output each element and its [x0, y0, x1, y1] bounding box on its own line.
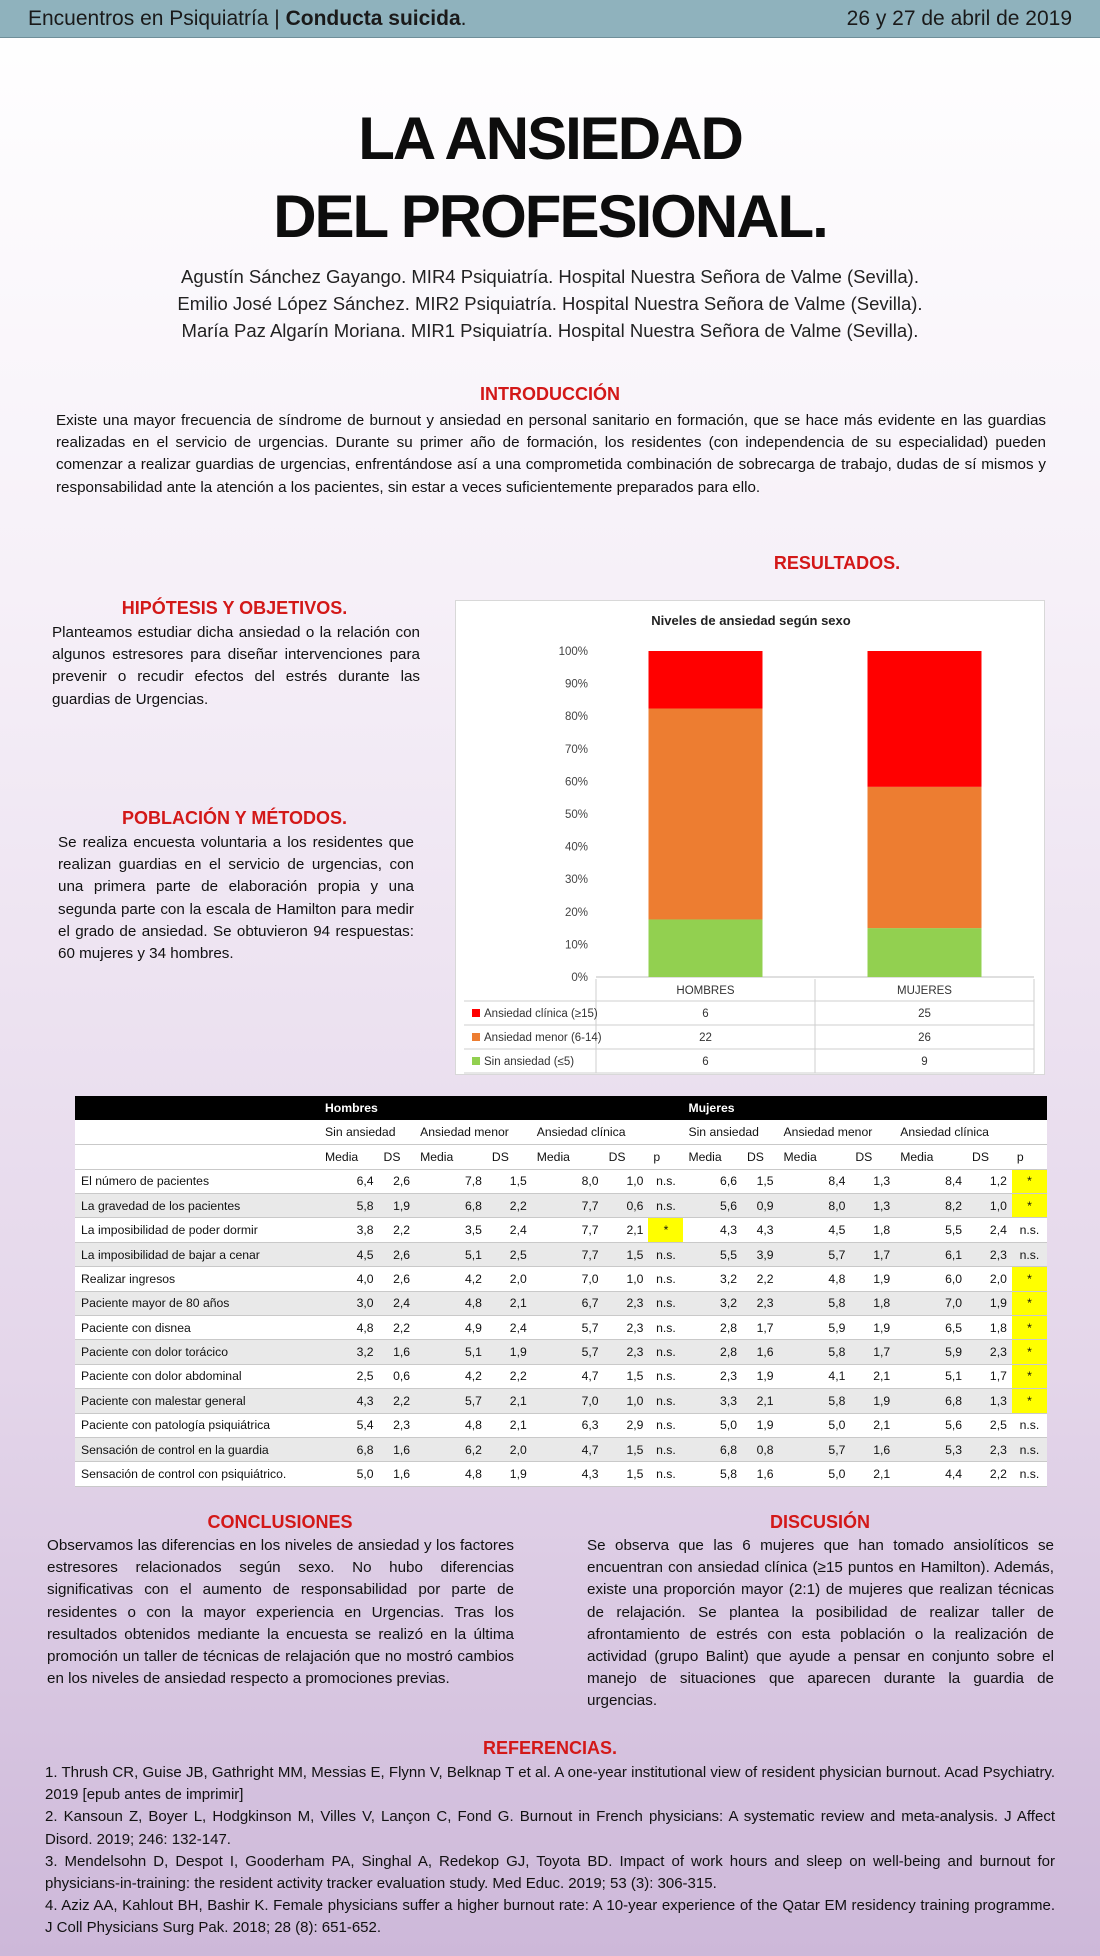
- cell-value: 2,2: [742, 1267, 779, 1291]
- results-title: RESULTADOS.: [773, 553, 901, 573]
- cell-value: 1,5: [604, 1364, 649, 1388]
- p-value: *: [648, 1218, 683, 1242]
- cell-value: 1,2: [967, 1169, 1012, 1193]
- cell-value: 2,1: [850, 1462, 895, 1486]
- cell-value: 4,0: [320, 1267, 379, 1291]
- table-row: [75, 1218, 1047, 1242]
- p-value: n.s.: [648, 1267, 683, 1291]
- anxiety-chart: [455, 600, 1045, 1075]
- methods-text: Se realiza encuesta voluntaria a los residentes que realizan guardias en el servicio de urgencias, con una primera parte de elaboración propia y una segunda parte con la escala de Hamilton para medir el grado de ansiedad. Se obtuvieron 94 respuestas: 60 mujeres y 34 hombres.: [58, 834, 414, 963]
- p-value: n.s.: [1012, 1242, 1047, 1266]
- table-row: [75, 1413, 1047, 1437]
- data-table-value: 22: [699, 1032, 712, 1044]
- bar-segment: [649, 651, 763, 709]
- cell-value: 1,6: [379, 1437, 416, 1461]
- title-line-1: LA ANSIEDAD: [358, 105, 742, 172]
- cell-value: 2,3: [967, 1340, 1012, 1364]
- bar-segment: [649, 709, 763, 920]
- poster-title: [0, 100, 1100, 256]
- bar-segment: [868, 651, 982, 787]
- cell-value: 2,2: [379, 1218, 416, 1242]
- col-header: DS: [487, 1145, 532, 1169]
- cell-value: 1,5: [604, 1462, 649, 1486]
- table-row: [75, 1462, 1047, 1486]
- cell-value: 4,3: [532, 1462, 604, 1486]
- cell-value: 2,3: [967, 1437, 1012, 1461]
- cell-value: 2,1: [487, 1389, 532, 1413]
- cell-value: 7,0: [895, 1291, 967, 1315]
- cell-value: 4,5: [320, 1242, 379, 1266]
- cell-value: 5,0: [683, 1413, 742, 1437]
- cell-value: 6,8: [895, 1389, 967, 1413]
- cell-value: 1,6: [379, 1340, 416, 1364]
- subgroup-label: Ansiedad clínica: [895, 1120, 1012, 1144]
- hypothesis-text: Planteamos estudiar dicha ansiedad o la relación con algunos estresores para diseñar intervenciones para prevenir o recudir efectos del estrés durante las guardias de Urgencias.: [52, 624, 420, 708]
- hypothesis-title: HIPÓTESIS Y OBJETIVOS.: [121, 598, 348, 618]
- p-value: n.s.: [648, 1389, 683, 1413]
- cell-value: 1,9: [850, 1316, 895, 1340]
- cell-value: 2,2: [487, 1364, 532, 1388]
- subgroup-label: Ansiedad clínica: [532, 1120, 649, 1144]
- cell-value: 5,0: [779, 1413, 851, 1437]
- cell-value: 5,9: [779, 1316, 851, 1340]
- col-header: Media: [415, 1145, 487, 1169]
- cell-value: 1,6: [742, 1462, 779, 1486]
- p-value: n.s.: [648, 1437, 683, 1461]
- cell-value: 5,5: [683, 1242, 742, 1266]
- cell-value: 6,8: [320, 1437, 379, 1461]
- cell-value: 5,8: [320, 1194, 379, 1218]
- cell-value: 1,8: [850, 1218, 895, 1242]
- col-header: Media: [779, 1145, 851, 1169]
- row-label: Sensación de control con psiquiátrico.: [75, 1462, 320, 1486]
- p-value: n.s.: [1012, 1437, 1047, 1461]
- cell-value: 2,6: [379, 1169, 416, 1193]
- cell-value: 2,1: [850, 1413, 895, 1437]
- cell-value: 8,4: [895, 1169, 967, 1193]
- cell-value: 2,0: [487, 1267, 532, 1291]
- cell-value: 1,0: [604, 1267, 649, 1291]
- p-value: n.s.: [648, 1194, 683, 1218]
- y-tick-label: 0%: [571, 972, 588, 984]
- cell-value: 6,5: [895, 1316, 967, 1340]
- col-header: Media: [532, 1145, 604, 1169]
- discussion-text: Se observa que las 6 mujeres que han tomado ansiolíticos se encuentran con ansiedad clínica (≥15 puntos en Hamilton). Además, existe una proporción mayor (2:1) de mujeres que realizan técnicas de relajación. Se plantea la posibilidad de realizar taller de afrontamiento de estrés con esta población o la realización de actividad (grupo Balint) que ayude a pensar en conjunto sobre el manejo de situaciones que aparecen durante la guardia de urgencias.: [587, 1537, 1054, 1710]
- header-event-period: .: [460, 6, 467, 30]
- subgroup-label: Ansiedad menor: [415, 1120, 532, 1144]
- cell-value: 4,3: [320, 1389, 379, 1413]
- cell-value: 4,8: [415, 1413, 487, 1437]
- row-label: La gravedad de los pacientes: [75, 1194, 320, 1218]
- cell-value: 5,6: [683, 1194, 742, 1218]
- cell-value: 1,6: [850, 1437, 895, 1461]
- cell-value: 2,5: [967, 1413, 1012, 1437]
- p-value: n.s.: [1012, 1218, 1047, 1242]
- cell-value: 2,5: [320, 1364, 379, 1388]
- cell-value: 6,1: [895, 1242, 967, 1266]
- cell-value: 2,9: [604, 1413, 649, 1437]
- cell-value: 5,7: [779, 1242, 851, 1266]
- cell-value: 1,9: [742, 1364, 779, 1388]
- cell-value: 1,5: [742, 1169, 779, 1193]
- header-date: 26 y 27 de abril de 2019: [846, 6, 1072, 30]
- col-header: Media: [895, 1145, 967, 1169]
- cell-value: 1,9: [850, 1267, 895, 1291]
- cell-value: 1,0: [967, 1194, 1012, 1218]
- cell-value: 1,8: [967, 1316, 1012, 1340]
- header-event-topic: Conducta suicida: [285, 6, 461, 30]
- legend-label: Ansiedad menor (6-14): [484, 1032, 602, 1044]
- data-table-value: 6: [702, 1008, 709, 1020]
- y-tick-label: 20%: [564, 906, 588, 919]
- cell-value: 2,3: [604, 1316, 649, 1340]
- row-label: Paciente mayor de 80 años: [75, 1291, 320, 1315]
- cell-value: 1,7: [850, 1242, 895, 1266]
- methods-title: POBLACIÓN Y MÉTODOS.: [121, 808, 348, 828]
- cell-value: 5,1: [415, 1242, 487, 1266]
- cell-value: 4,8: [779, 1267, 851, 1291]
- row-label: Paciente con dolor torácico: [75, 1340, 320, 1364]
- cell-value: 4,7: [532, 1364, 604, 1388]
- col-header: Media: [683, 1145, 742, 1169]
- cell-value: 3,2: [683, 1291, 742, 1315]
- cell-value: 0,8: [742, 1437, 779, 1461]
- cell-value: 2,1: [487, 1291, 532, 1315]
- y-tick-label: 90%: [564, 678, 588, 691]
- row-label: Paciente con patología psiquiátrica: [75, 1413, 320, 1437]
- cell-value: 5,0: [779, 1462, 851, 1486]
- cell-value: 2,1: [850, 1364, 895, 1388]
- cell-value: 8,0: [779, 1194, 851, 1218]
- cell-value: 2,0: [487, 1437, 532, 1461]
- x-category-label: MUJERES: [897, 985, 952, 997]
- cell-value: 6,0: [895, 1267, 967, 1291]
- cell-value: 1,6: [742, 1340, 779, 1364]
- p-value: n.s.: [648, 1242, 683, 1266]
- y-tick-label: 100%: [558, 646, 588, 658]
- cell-value: 1,8: [850, 1291, 895, 1315]
- chart-title: Niveles de ansiedad según sexo: [651, 613, 851, 628]
- cell-value: 2,3: [604, 1340, 649, 1364]
- p-value: n.s.: [648, 1413, 683, 1437]
- cell-value: 2,4: [379, 1291, 416, 1315]
- cell-value: 1,9: [967, 1291, 1012, 1315]
- y-tick-label: 30%: [564, 874, 588, 887]
- cell-value: 2,3: [683, 1364, 742, 1388]
- col-header: Media: [320, 1145, 379, 1169]
- header-event-name: Encuentros en Psiquiatría |: [28, 6, 286, 30]
- cell-value: 7,0: [532, 1267, 604, 1291]
- p-value: n.s.: [648, 1462, 683, 1486]
- cell-value: 2,2: [379, 1316, 416, 1340]
- cell-value: 2,1: [604, 1218, 649, 1242]
- cell-value: 6,7: [532, 1291, 604, 1315]
- cell-value: 5,0: [320, 1462, 379, 1486]
- table-column-header: [75, 1145, 1047, 1169]
- intro-text: Existe una mayor frecuencia de síndrome de burnout y ansiedad en personal sanitario en formación, que se hace más evidente en las guardias realizadas en el servicio de urgencias. Durante su primer año de formación, los residentes (con independencia de su especialidad) pueden comenzar a realizar guardias de urgencias, enfrentándose así a una comprometida combinación de sobrecarga de trabajo, dudas de sí mismos y responsabilidad ante la atención a los pacientes, sin estar a veces suficientemente preparados para ello.: [56, 412, 1046, 496]
- cell-value: 5,3: [895, 1437, 967, 1461]
- cell-value: 4,3: [742, 1218, 779, 1242]
- p-value: *: [1012, 1316, 1047, 1340]
- subgroup-label: Sin ansiedad: [320, 1120, 415, 1144]
- cell-value: 5,8: [779, 1340, 851, 1364]
- p-value: *: [1012, 1340, 1047, 1364]
- stressors-table: [75, 1096, 1047, 1487]
- cell-value: 7,7: [532, 1218, 604, 1242]
- p-value: *: [1012, 1194, 1047, 1218]
- row-label: Paciente con dolor abdominal: [75, 1364, 320, 1388]
- p-value: *: [1012, 1169, 1047, 1193]
- author-line: Emilio José López Sánchez. MIR2 Psiquiatría. Hospital Nuestra Señora de Valme (Sevilla).: [177, 293, 923, 314]
- cell-value: 1,5: [604, 1242, 649, 1266]
- y-tick-label: 50%: [564, 809, 588, 821]
- cell-value: 1,5: [487, 1169, 532, 1193]
- author-line: Agustín Sánchez Gayango. MIR4 Psiquiatría. Hospital Nuestra Señora de Valme (Sevilla).: [181, 266, 919, 287]
- data-table-value: 6: [702, 1056, 709, 1068]
- cell-value: 2,0: [967, 1267, 1012, 1291]
- cell-value: 4,2: [415, 1267, 487, 1291]
- cell-value: 5,9: [895, 1340, 967, 1364]
- title-line-2: DEL PROFESIONAL.: [273, 183, 827, 250]
- legend-label: Sin ansiedad (≤5): [484, 1056, 575, 1068]
- cell-value: 6,8: [683, 1437, 742, 1461]
- table-row: [75, 1291, 1047, 1315]
- y-tick-label: 80%: [564, 711, 588, 724]
- cell-value: 2,4: [967, 1218, 1012, 1242]
- cell-value: 4,9: [415, 1316, 487, 1340]
- row-label: Sensación de control en la guardia: [75, 1437, 320, 1461]
- subgroup-label: Sin ansiedad: [683, 1120, 778, 1144]
- p-value: n.s.: [648, 1364, 683, 1388]
- cell-value: 2,2: [967, 1462, 1012, 1486]
- cell-value: 5,7: [532, 1316, 604, 1340]
- table-subgroup-header: [75, 1120, 1047, 1144]
- p-value: n.s.: [648, 1291, 683, 1315]
- cell-value: 3,2: [683, 1267, 742, 1291]
- cell-value: 2,2: [379, 1389, 416, 1413]
- cell-value: 4,2: [415, 1364, 487, 1388]
- row-label: Realizar ingresos: [75, 1267, 320, 1291]
- references-title: REFERENCIAS.: [482, 1738, 617, 1758]
- cell-value: 4,4: [895, 1462, 967, 1486]
- col-header: DS: [604, 1145, 649, 1169]
- cell-value: 2,8: [683, 1340, 742, 1364]
- cell-value: 2,4: [487, 1316, 532, 1340]
- p-value: *: [1012, 1364, 1047, 1388]
- x-category-label: HOMBRES: [676, 985, 735, 997]
- cell-value: 8,2: [895, 1194, 967, 1218]
- cell-value: 4,8: [320, 1316, 379, 1340]
- cell-value: 1,7: [742, 1316, 779, 1340]
- cell-value: 1,9: [742, 1413, 779, 1437]
- authors: [0, 263, 1100, 344]
- y-tick-label: 60%: [564, 776, 588, 789]
- cell-value: 4,3: [683, 1218, 742, 1242]
- data-table-value: 25: [918, 1008, 931, 1020]
- cell-value: 2,3: [379, 1413, 416, 1437]
- cell-value: 0,9: [742, 1194, 779, 1218]
- cell-value: 3,3: [683, 1389, 742, 1413]
- p-value: n.s.: [1012, 1462, 1047, 1486]
- cell-value: 6,2: [415, 1437, 487, 1461]
- table-row: [75, 1169, 1047, 1193]
- table-row: [75, 1242, 1047, 1266]
- cell-value: 4,1: [779, 1364, 851, 1388]
- cell-value: 5,1: [415, 1340, 487, 1364]
- cell-value: 2,6: [379, 1242, 416, 1266]
- table-row: [75, 1389, 1047, 1413]
- cell-value: 4,5: [779, 1218, 851, 1242]
- cell-value: 7,8: [415, 1169, 487, 1193]
- table-row: [75, 1267, 1047, 1291]
- cell-value: 4,8: [415, 1462, 487, 1486]
- y-tick-label: 10%: [564, 939, 588, 952]
- legend-swatch: [472, 1033, 480, 1041]
- cell-value: 5,7: [415, 1389, 487, 1413]
- table-row: [75, 1316, 1047, 1340]
- cell-value: 1,5: [604, 1437, 649, 1461]
- cell-value: 5,7: [532, 1340, 604, 1364]
- data-table-value: 26: [918, 1032, 931, 1044]
- cell-value: 1,3: [850, 1169, 895, 1193]
- cell-value: 1,7: [850, 1340, 895, 1364]
- cell-value: 1,9: [379, 1194, 416, 1218]
- cell-value: 7,0: [532, 1389, 604, 1413]
- bar-segment: [649, 919, 763, 977]
- cell-value: 1,9: [487, 1462, 532, 1486]
- legend-swatch: [472, 1009, 480, 1017]
- discussion-title: DISCUSIÓN: [769, 1512, 870, 1532]
- p-value: n.s.: [1012, 1413, 1047, 1437]
- cell-value: 3,2: [320, 1340, 379, 1364]
- cell-value: 4,8: [415, 1291, 487, 1315]
- author-line: María Paz Algarín Moriana. MIR1 Psiquiatría. Hospital Nuestra Señora de Valme (Sevilla).: [181, 320, 919, 341]
- cell-value: 1,0: [604, 1389, 649, 1413]
- group-mujeres: Mujeres: [683, 1096, 1047, 1120]
- cell-value: 0,6: [604, 1194, 649, 1218]
- table-row: [75, 1194, 1047, 1218]
- cell-value: 1,0: [604, 1169, 649, 1193]
- cell-value: 8,0: [532, 1169, 604, 1193]
- p-value: n.s.: [648, 1340, 683, 1364]
- cell-value: 5,8: [683, 1462, 742, 1486]
- cell-value: 2,6: [379, 1267, 416, 1291]
- reference-item: 1. Thrush CR, Guise JB, Gathright MM, Messias E, Flynn V, Belknap T et al. A one-year institutional view of resident physician burnout. Acad Psychiatry. 2019 [epub antes de imprimir]: [45, 1764, 1055, 1804]
- subgroup-label: Ansiedad menor: [779, 1120, 896, 1144]
- cell-value: 2,3: [967, 1242, 1012, 1266]
- group-hombres: Hombres: [320, 1096, 683, 1120]
- cell-value: 2,8: [683, 1316, 742, 1340]
- data-table-value: 9: [921, 1056, 928, 1068]
- cell-value: 2,3: [604, 1291, 649, 1315]
- legend-label: Ansiedad clínica (≥15): [484, 1008, 598, 1020]
- cell-value: 2,2: [487, 1194, 532, 1218]
- cell-value: 5,5: [895, 1218, 967, 1242]
- cell-value: 5,8: [779, 1291, 851, 1315]
- col-header: DS: [850, 1145, 895, 1169]
- cell-value: 3,5: [415, 1218, 487, 1242]
- cell-value: 1,3: [967, 1389, 1012, 1413]
- cell-value: 6,4: [320, 1169, 379, 1193]
- bar-segment: [868, 787, 982, 928]
- table-row: [75, 1437, 1047, 1461]
- intro-title: INTRODUCCIÓN: [480, 384, 620, 404]
- cell-value: 4,7: [532, 1437, 604, 1461]
- p-value: *: [1012, 1389, 1047, 1413]
- table-group-header: [75, 1096, 1047, 1120]
- cell-value: 5,6: [895, 1413, 967, 1437]
- row-label: Paciente con disnea: [75, 1316, 320, 1340]
- cell-value: 8,4: [779, 1169, 851, 1193]
- col-header: p: [648, 1145, 683, 1169]
- cell-value: 3,8: [320, 1218, 379, 1242]
- reference-item: 4. Aziz AA, Kahlout BH, Bashir K. Female physicians suffer a higher burnout rate: A 10-year experience of the Qatar EM residency training programme. J Coll Physicians Surg Pak. 2018; 28 (8): 651-652.: [45, 1897, 1055, 1937]
- conclusions-title: CONCLUSIONES: [207, 1512, 353, 1532]
- cell-value: 1,6: [379, 1462, 416, 1486]
- p-value: *: [1012, 1291, 1047, 1315]
- chart-svg: [456, 601, 1046, 1076]
- cell-value: 5,8: [779, 1389, 851, 1413]
- cell-value: 2,3: [742, 1291, 779, 1315]
- cell-value: 2,4: [487, 1218, 532, 1242]
- cell-value: 2,1: [742, 1389, 779, 1413]
- y-tick-label: 70%: [564, 743, 588, 756]
- y-tick-label: 40%: [564, 841, 588, 854]
- table-row: [75, 1364, 1047, 1388]
- cell-value: 1,3: [850, 1194, 895, 1218]
- col-header: DS: [742, 1145, 779, 1169]
- col-header: DS: [379, 1145, 416, 1169]
- legend-swatch: [472, 1057, 480, 1065]
- row-label: La imposibilidad de poder dormir: [75, 1218, 320, 1242]
- table-row: [75, 1340, 1047, 1364]
- bar-segment: [868, 928, 982, 977]
- cell-value: 5,7: [779, 1437, 851, 1461]
- cell-value: 5,1: [895, 1364, 967, 1388]
- p-value: *: [1012, 1267, 1047, 1291]
- references-list: [45, 1762, 1055, 1940]
- reference-item: 2. Kansoun Z, Boyer L, Hodgkinson M, Villes V, Lançon C, Fond G. Burnout in French physicians: A systematic review and meta-analysis. J Affect Disord. 2019; 246: 132-147.: [45, 1808, 1055, 1848]
- cell-value: 6,8: [415, 1194, 487, 1218]
- header-bar: [0, 0, 1100, 38]
- cell-value: 1,9: [850, 1389, 895, 1413]
- header-event: [28, 7, 466, 31]
- col-header: p: [1012, 1145, 1047, 1169]
- row-label: Paciente con malestar general: [75, 1389, 320, 1413]
- cell-value: 0,6: [379, 1364, 416, 1388]
- cell-value: 2,5: [487, 1242, 532, 1266]
- p-value: n.s.: [648, 1169, 683, 1193]
- row-label: La imposibilidad de bajar a cenar: [75, 1242, 320, 1266]
- cell-value: 6,3: [532, 1413, 604, 1437]
- col-header: DS: [967, 1145, 1012, 1169]
- cell-value: 5,4: [320, 1413, 379, 1437]
- p-value: n.s.: [648, 1316, 683, 1340]
- row-label: El número de pacientes: [75, 1169, 320, 1193]
- cell-value: 7,7: [532, 1194, 604, 1218]
- cell-value: 6,6: [683, 1169, 742, 1193]
- cell-value: 7,7: [532, 1242, 604, 1266]
- cell-value: 3,0: [320, 1291, 379, 1315]
- cell-value: 1,9: [487, 1340, 532, 1364]
- conclusions-text: Observamos las diferencias en los niveles de ansiedad y los factores estresores relacionados según sexo. No hubo diferencias significativas con el aumento de responsabilidad por parte de residentes o con la mayor experiencia en Urgencias. Tras los resultados obtenidos mediante la encuesta se realizó en la última promoción un taller de técnicas de relajación que no mostró cambios en los niveles de ansiedad respecto a promociones previas.: [47, 1537, 514, 1688]
- reference-item: 3. Mendelsohn D, Despot I, Gooderham PA, Singhal A, Redekop GJ, Toyota BD. Impact of work hours and sleep on well-being and burnout for physicians-in-training: the resident activity tracker evaluation study. Med Educ. 2019; 53 (3): 306-315.: [45, 1852, 1055, 1893]
- cell-value: 1,7: [967, 1364, 1012, 1388]
- cell-value: 3,9: [742, 1242, 779, 1266]
- cell-value: 2,1: [487, 1413, 532, 1437]
